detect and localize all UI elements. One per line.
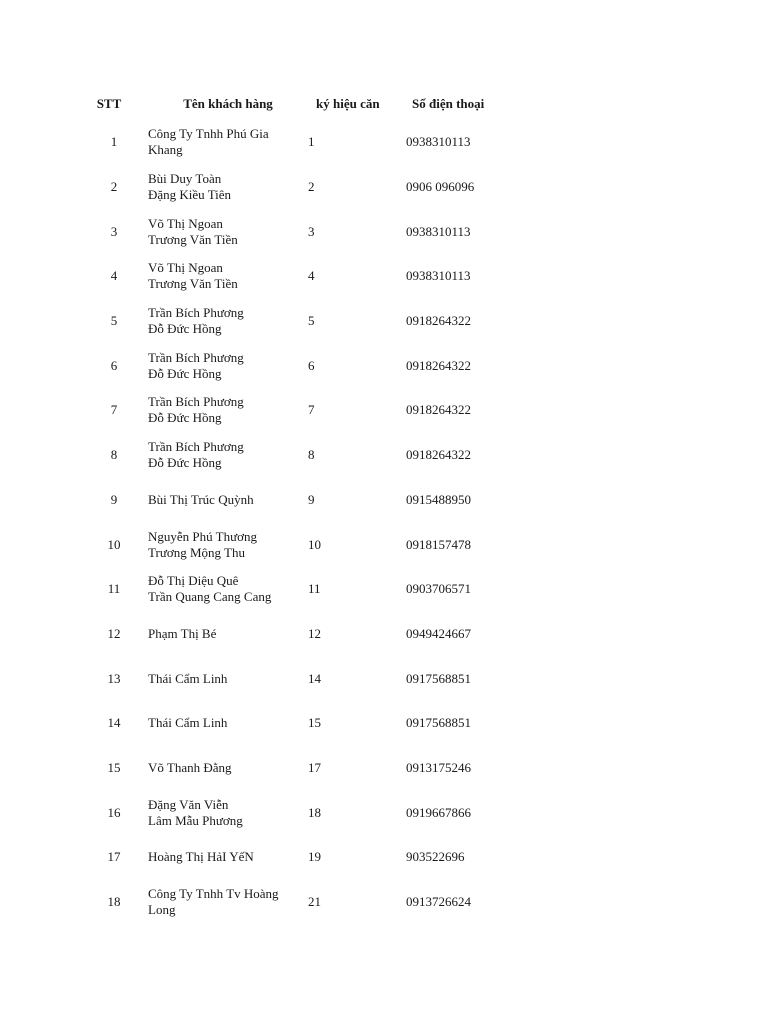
customer-name-line: Lâm Mẫu Phương	[148, 812, 243, 828]
customer-name-line: Bùi Thị Trúc Quỳnh	[148, 491, 254, 507]
row-stt-cell: 6	[110, 357, 118, 373]
row-unit-code-cell: 2	[308, 179, 315, 195]
customer-name-line: Thái Cẩm Linh	[148, 715, 228, 731]
header-stt: STT	[96, 96, 122, 111]
row-customer-name-cell	[148, 254, 308, 299]
row-unit-code-cell: 6	[308, 357, 315, 373]
row-unit-code-cell: 14	[308, 670, 321, 686]
row-customer-name-cell	[148, 388, 308, 433]
row-customer-name-cell	[148, 701, 308, 746]
row-customer-name-cell	[148, 746, 308, 791]
customer-name-line: Võ Thanh Đằng	[148, 759, 232, 775]
table-row	[80, 880, 520, 925]
row-stt-cell: 1	[110, 134, 118, 150]
table-row	[80, 522, 520, 567]
row-stt-cell: 7	[110, 402, 118, 418]
row-customer-name-cell	[148, 478, 308, 523]
row-customer-name-cell	[148, 835, 308, 880]
customer-name-line: Võ Thị Ngoan	[148, 260, 223, 276]
row-phone-cell: 0918157478	[406, 536, 471, 552]
row-stt-cell: 3	[110, 223, 118, 239]
row-customer-name-cell	[148, 120, 308, 165]
table-row	[80, 478, 520, 523]
row-stt-cell: 9	[110, 491, 118, 507]
customer-name-line: Trần Bích Phương	[148, 439, 244, 455]
row-phone-cell: 0918264322	[406, 313, 471, 329]
row-stt-cell: 17	[107, 849, 121, 865]
customer-name-line: Hoàng Thị HảI YếN	[148, 849, 254, 865]
customer-name-line: Đỗ Đức Hồng	[148, 321, 222, 337]
row-unit-code-cell: 19	[308, 849, 321, 865]
row-phone-cell: 0918264322	[406, 447, 471, 463]
table-row	[80, 701, 520, 746]
customer-name-line: Khang	[148, 142, 183, 158]
header-unit-code: ký hiệu căn	[316, 96, 380, 111]
table-row	[80, 433, 520, 478]
row-customer-name-cell	[148, 880, 308, 925]
row-phone-cell: 0918264322	[406, 402, 471, 418]
row-unit-code-cell: 9	[308, 491, 315, 507]
table-header	[80, 88, 520, 120]
row-phone-cell: 0938310113	[406, 134, 471, 150]
row-stt-cell: 2	[110, 179, 118, 195]
row-stt-cell: 15	[107, 759, 121, 775]
row-customer-name-cell	[148, 343, 308, 388]
customer-name-line: Trương Mộng Thu	[148, 544, 245, 560]
customer-name-line: Thái Cẩm Linh	[148, 670, 228, 686]
row-phone-cell: 903522696	[406, 849, 465, 865]
customer-name-line: Trương Văn Tiền	[148, 276, 238, 292]
customer-name-line: Đỗ Đức Hồng	[148, 365, 222, 381]
customer-name-line: Công Ty Tnhh Phú Gia	[148, 126, 269, 142]
row-customer-name-cell	[148, 790, 308, 835]
row-phone-cell: 0917568851	[406, 715, 471, 731]
customer-name-line: Trần Bích Phương	[148, 305, 244, 321]
table-row	[80, 567, 520, 612]
row-unit-code-cell: 11	[308, 581, 321, 597]
row-stt-cell: 8	[110, 447, 118, 463]
table-row	[80, 612, 520, 657]
row-phone-cell: 0949424667	[406, 625, 471, 641]
row-unit-code-cell: 10	[308, 536, 321, 552]
table-row	[80, 209, 520, 254]
row-customer-name-cell	[148, 567, 308, 612]
customer-table	[80, 88, 520, 924]
header-customer-name: Tên khách hàng	[183, 96, 273, 111]
customer-name-line: Trần Bích Phương	[148, 349, 244, 365]
customer-name-line: Đỗ Đức Hồng	[148, 410, 222, 426]
row-stt-cell: 14	[107, 715, 121, 731]
customer-name-line: Bùi Duy Toàn	[148, 171, 222, 187]
row-stt-cell: 5	[110, 313, 118, 329]
row-unit-code-cell: 15	[308, 715, 321, 731]
row-phone-cell: 0906 096096	[406, 179, 475, 195]
row-phone-cell: 0913175246	[406, 759, 471, 775]
row-stt-cell: 10	[107, 536, 121, 552]
table-row	[80, 835, 520, 880]
customer-name-line: Nguyễn Phú Thương	[148, 528, 258, 544]
row-unit-code-cell: 1	[308, 134, 315, 150]
table-row	[80, 790, 520, 835]
header-row	[80, 88, 520, 120]
row-unit-code-cell: 5	[308, 313, 315, 329]
row-unit-code-cell: 17	[308, 759, 321, 775]
customer-name-line: Trần Quang Cang Cang	[148, 589, 272, 605]
customer-name-line: Đặng Văn Viễn	[148, 796, 229, 812]
table-row	[80, 120, 520, 165]
row-unit-code-cell: 8	[308, 447, 315, 463]
table-row	[80, 746, 520, 791]
row-customer-name-cell	[148, 299, 308, 344]
row-customer-name-cell	[148, 165, 308, 210]
customer-name-line: Đỗ Thị Diệu Quê	[148, 573, 239, 589]
table-row	[80, 388, 520, 433]
row-customer-name-cell	[148, 656, 308, 701]
table-row	[80, 656, 520, 701]
row-unit-code-cell: 7	[308, 402, 315, 418]
row-customer-name-cell	[148, 209, 308, 254]
row-customer-name-cell	[148, 522, 308, 567]
row-customer-name-cell	[148, 433, 308, 478]
customer-name-line: Trần Bích Phương	[148, 394, 244, 410]
row-phone-cell: 0938310113	[406, 223, 471, 239]
row-customer-name-cell	[148, 612, 308, 657]
table-row	[80, 165, 520, 210]
customer-name-line: Trương Văn Tiền	[148, 231, 238, 247]
row-unit-code-cell: 18	[308, 804, 321, 820]
row-phone-cell: 0919667866	[406, 804, 471, 820]
table-row	[80, 299, 520, 344]
row-unit-code-cell: 21	[308, 894, 321, 910]
customer-name-line: Đặng Kiều Tiên	[148, 187, 232, 203]
row-phone-cell: 0918264322	[406, 357, 471, 373]
row-unit-code-cell: 4	[308, 268, 315, 284]
row-unit-code-cell: 12	[308, 625, 321, 641]
row-stt-cell: 12	[107, 625, 121, 641]
row-phone-cell: 0938310113	[406, 268, 471, 284]
row-stt-cell: 4	[110, 268, 118, 284]
customer-name-line: Long	[148, 902, 176, 918]
table-body	[80, 120, 520, 924]
row-stt-cell: 11	[107, 581, 121, 597]
row-phone-cell: 0915488950	[406, 491, 471, 507]
row-phone-cell: 0917568851	[406, 670, 471, 686]
customer-name-line: Đỗ Đức Hồng	[148, 455, 222, 471]
table-row	[80, 343, 520, 388]
customer-name-line: Võ Thị Ngoan	[148, 215, 223, 231]
table-row	[80, 254, 520, 299]
row-phone-cell: 0903706571	[406, 581, 471, 597]
row-phone-cell: 0913726624	[406, 894, 471, 910]
row-stt-cell: 13	[107, 670, 121, 686]
row-unit-code-cell: 3	[308, 223, 315, 239]
customer-name-line: Phạm Thị Bé	[148, 625, 217, 641]
row-stt-cell: 18	[107, 894, 121, 910]
row-stt-cell: 16	[107, 804, 121, 820]
customer-name-line: Công Ty Tnhh Tv Hoàng	[148, 886, 279, 902]
header-phone: Số điện thoại	[412, 96, 485, 111]
